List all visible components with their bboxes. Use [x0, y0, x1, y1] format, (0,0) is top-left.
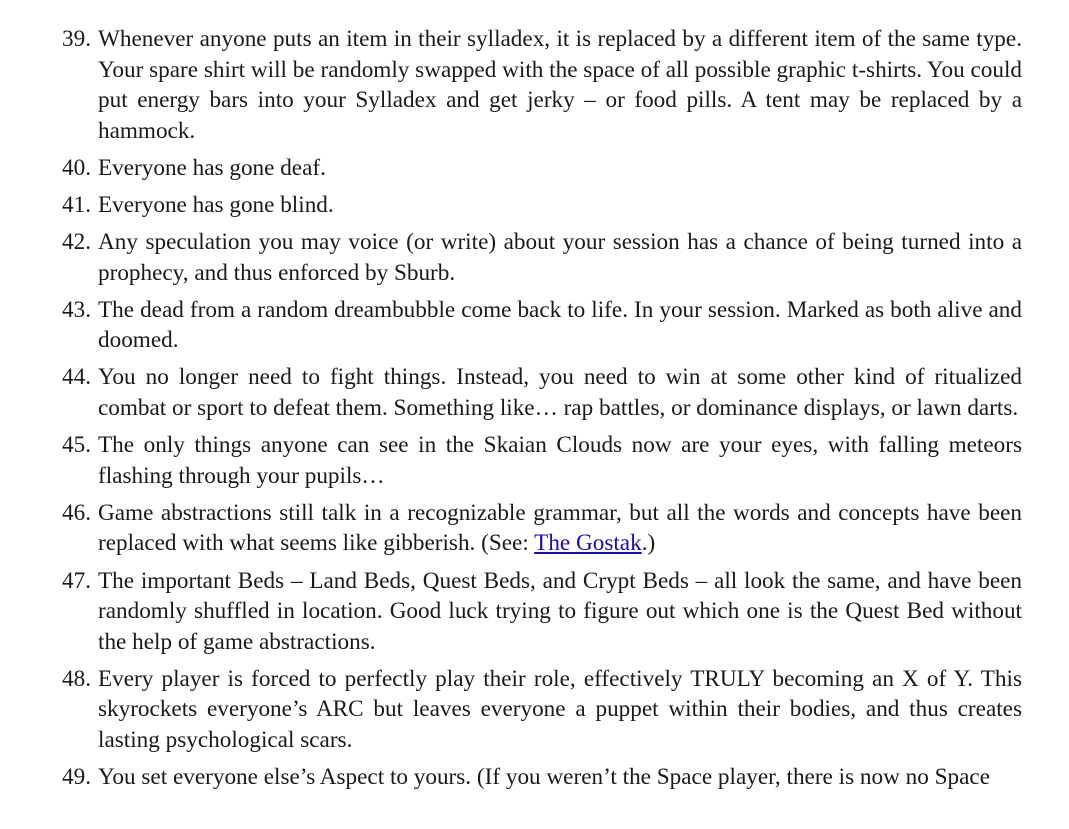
list-item	[62, 153, 1022, 184]
numbered-list	[62, 24, 1022, 799]
item-number: 41.	[62, 191, 91, 218]
item-number: 47.	[62, 567, 91, 594]
list-item	[62, 762, 1022, 793]
item-text: Any speculation you may voice (or write) about your session has a chance of being turned into a prophecy, and thus enforced by Sburb.	[98, 229, 1022, 286]
item-text: The only things anyone can see in the Skaian Clouds now are your eyes, with falling meteors flashing through your pupils…	[98, 432, 1022, 489]
item-number: 48.	[62, 665, 91, 692]
item-number: 42.	[62, 229, 91, 256]
item-text: Everyone has gone deaf.	[98, 154, 326, 181]
item-text: You set everyone else’s Aspect to yours. (If you weren’t the Space player, there is now no Space	[98, 763, 990, 790]
the-gostak-link[interactable]: The Gostak	[534, 530, 642, 557]
item-text: Whenever anyone puts an item in their sylladex, it is replaced by a different item of the same type. Your spare shirt will be randomly swapped with the space of all possible graphic t-shirts. You could put energy bars into your Sylladex and get jerky – or food pills. A tent may be replaced by a hammock.	[98, 26, 1022, 144]
item-text: The dead from a random dreambubble come back to life. In your session. Marked as both alive and doomed.	[98, 296, 1022, 354]
item-text-after-link: .)	[641, 530, 656, 557]
item-text: The important Beds – Land Beds, Quest Beds, and Crypt Beds – all look the same, and have been randomly shuffled in location. Good luck trying to figure out which one is the Quest Bed without the help of game abstractions.	[98, 567, 1022, 655]
list-item	[62, 566, 1022, 658]
item-number: 46.	[62, 499, 91, 526]
list-item	[62, 190, 1022, 221]
item-number: 39.	[62, 26, 91, 52]
item-number: 49.	[62, 763, 91, 790]
list-item	[62, 362, 1022, 423]
item-number: 40.	[62, 154, 91, 181]
item-text-before-link: Game abstractions still talk in a recognizable grammar, but all the words and concepts have been replaced with what seems like gibberish. (See:	[98, 499, 1022, 557]
item-text: Everyone has gone blind.	[98, 191, 334, 218]
list-item	[62, 24, 1022, 146]
list-item	[62, 295, 1022, 356]
item-number: 44.	[62, 364, 91, 391]
item-text	[98, 500, 1022, 557]
item-text: Every player is forced to perfectly play their role, effectively TRULY becoming an X of Y. This skyrockets everyone’s ARC but leaves everyone a puppet within their bodies, and thus creates lasting psychological scars.	[98, 665, 1022, 753]
list-item	[62, 664, 1022, 756]
list-item	[62, 498, 1022, 559]
item-number: 45.	[62, 432, 91, 459]
list-item	[62, 227, 1022, 288]
item-text: You no longer need to fight things. Instead, you need to win at some other kind of ritualized combat or sport to defeat them. Something like… rap battles, or dominance displays, or lawn darts.	[98, 364, 1022, 421]
list-item	[62, 430, 1022, 491]
item-number: 43.	[62, 296, 91, 323]
